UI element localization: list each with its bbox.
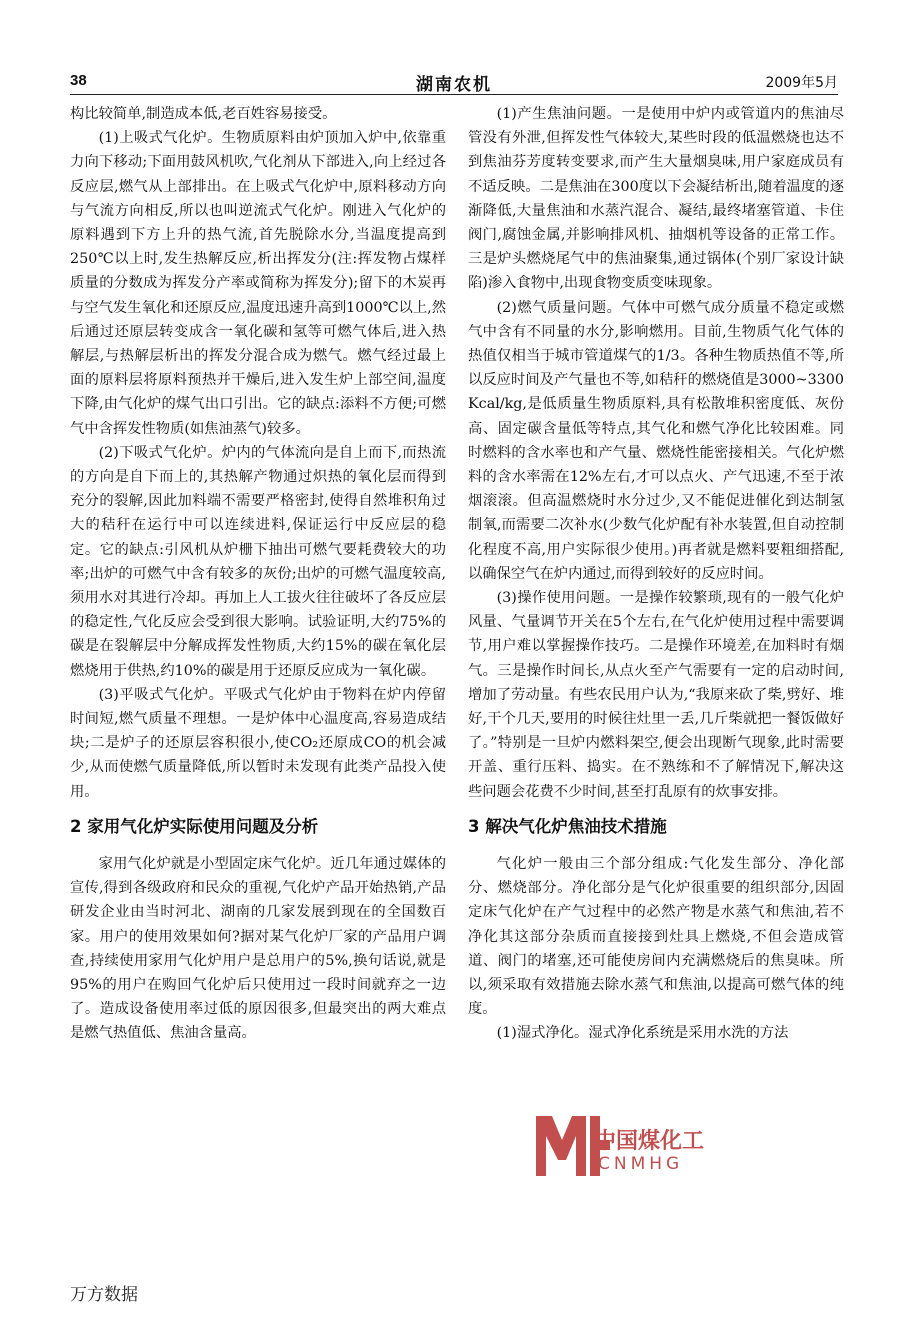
paragraph-tar-problem: (1)产生焦油问题。一是使用中炉内或管道内的焦油尽管没有外泄,但挥发性气体较大,某些时段的低温燃烧也达不到焦油芬芳度转变要求,而产生大量烟臭味,用户家庭成员有不适反映。二是焦油在300度以下会凝结析出,随着温度的逐渐降低,大量焦油和水蒸汽混合、凝结,最终堵塞管道、卡住阀门,腐蚀金属,并影响排风机、抽烟机等设备的正常工作。三是炉头燃烧尾气中的焦油聚集,通过锅体(个别厂家设计缺陷)渗入食物中,出现食物变质变味现象。	[468, 106, 844, 292]
paragraph: 家用气化炉就是小型固定床气化炉。近几年通过媒体的宣传,得到各级政府和民众的重视,气化炉产品开始热销,产品研发企业由当时河北、湖南的几家发展到现在的全国数百家。用户的使用效果如何?据对某气化炉厂家的产品用户调查,持续使用家用气化炉用户是总用户的5%,换句话说,就是95%的用户在购回气化炉后只使用过一段时间就弃之一边了。造成设备使用率过低的原因很多,但最突出的两大难点是燃气热值低、焦油含量高。	[70, 855, 446, 1042]
running-header	[70, 72, 838, 95]
issue-date: 2009年5月	[765, 75, 838, 91]
paragraph: 构比较简单,制造成本低,老百姓容易接受。	[70, 106, 337, 122]
paragraph-crossdraft-gasifier: (3)平吸式气化炉。平吸式气化炉由于物料在炉内停留时间短,燃气质量不理想。一是炉体中心温度高,容易造成结块;二是炉子的还原层容积很小,使CO₂还原成CO的机会减少,从而使燃气质量降低,所以暂时未发现有此类产品投入使用。	[70, 686, 446, 800]
watermark-cn-text: 中国煤化工	[594, 1129, 705, 1154]
watermark-logo	[532, 1110, 705, 1180]
paragraph-wet-purification: (1)湿式净化。湿式净化系统是采用水洗的方法	[496, 1025, 789, 1042]
watermark-en-text: CNMHG	[598, 1154, 684, 1174]
journal-title: 湖南农机	[416, 75, 492, 95]
section-heading-2: 2 家用气化炉实际使用问题及分析	[70, 816, 319, 836]
left-column	[70, 102, 446, 1046]
section-heading-3: 3 解决气化炉焦油技术措施	[468, 816, 667, 836]
paragraph-downdraft-gasifier: (2)下吸式气化炉。炉内的气体流向是自上而下,而热流的方向是自下而上的,其热解产物通过炽热的氧化层而得到充分的裂解,因此加料端不需要严格密封,使得自然堆积角过大的秸秆在运行中可以连续进料,保证运行中反应层的稳定。它的缺点:引风机从炉栅下抽出可燃气要耗费较大的功率;出炉的可燃气中含有较多的灰份;出炉的可燃气温度较高,须用水对其进行冷却。再加上人工拔火往往破坏了各反应层的稳定性,气化反应会受到很大影响。试验证明,大约75%的碳是在裂解层中分解成挥发性物质,大约15%的碳在氧化层燃烧用于供热,约10%的碳是用于还原反应成为一氧化碳。	[70, 444, 446, 679]
paragraph: 气化炉一般由三个部分组成:气化发生部分、净化部分、燃烧部分。净化部分是气化炉很重要的组织部分,因固定床气化炉在产气过程中的必然产物是水蒸气和焦油,若不净化其这部分杂质而直接接到灶具上燃烧,不但会造成管道、阀门的堵塞,还可能使房间内充满燃烧后的焦臭味。所以,须采取有效措施去除水蒸气和焦油,以提高可燃气体的纯度。	[468, 855, 844, 1018]
paragraph-gas-quality: (2)燃气质量问题。气体中可燃气成分质量不稳定或燃气中含有不同量的水分,影响燃用。目前,生物质气化气体的热值仅相当于城市管道煤气的1/3。各种生物质热值不等,所以反应时间及产气量也不等,如秸秆的燃烧值是3000~3300 Kcal/kg,是低质量生物质原料,具有松散堆积密度低、灰份高、固定碳含量低等特点,其气化和燃气净化比较困难。同时燃料的含水率也和产气量、燃烧性能密接相关。气化炉燃料的含水率需在12%左右,才可以点火、产气迅速,不至于浓烟滚滚。但高温燃烧时水分过少,又不能促进催化到达制氢制氧,而需要二次补水(少数气化炉配有补水装置,但自动控制化程度不高,用户实际很少使用。)再者就是燃料要粗细搭配,以确保空气在炉内通过,而得到较好的反应时间。	[468, 299, 844, 582]
paragraph-operation-problem: (3)操作使用问题。一是操作较繁琐,现有的一般气化炉风量、气量调节开关在5个左右,在气化炉使用过程中需要调节,用户难以掌握操作技巧。二是操作环境差,在加料时有烟气。三是操作时间长,从点火至产气需要有一定的启动时间,增加了劳动量。有些农民用户认为,“我原来砍了柴,劈好、堆好,干个几天,要用的时候往灶里一丢,几斤柴就把一餐饭做好了。”特别是一旦炉内燃料架空,便会出现断气现象,此时需要开盖、重行压料、捣实。在不熟练和不了解情况下,解决这些问题会花费不少时间,甚至打乱原有的炊事安排。	[468, 590, 844, 800]
page-number: 38	[70, 72, 87, 89]
right-column	[468, 102, 844, 1046]
paragraph-updraft-gasifier: (1)上吸式气化炉。生物质原料由炉顶加入炉中,依靠重力向下移动;下面用鼓风机吹,气化剂从下部进入,向上经过各反应层,燃气从上部排出。在上吸式气化炉中,原料移动方向与气流方向相反,所以也叫逆流式气化炉。刚进入气化炉的原料遇到下方上升的热气流,首先脱除水分,当温度提高到250℃以上时,发生热解反应,析出挥发分(注:挥发物占煤样质量的分数成为挥发分产率或简称为挥发分);留下的木炭再与空气发生氧化和还原反应,温度迅速升高到1000℃以上,然后通过还原层转变成含一氧化碳和氢等可燃气体后,进入热解层,与热解层析出的挥发分混合成为燃气。燃气经过最上面的原料层将原料预热并干燥后,进入发生炉上部空间,温度下降,由气化炉的煤气出口引出。它的缺点:添料不方便;可燃气中含挥发性物质(如焦油蒸气)较多。	[70, 130, 446, 437]
source-footer: 万方数据	[70, 1285, 138, 1305]
